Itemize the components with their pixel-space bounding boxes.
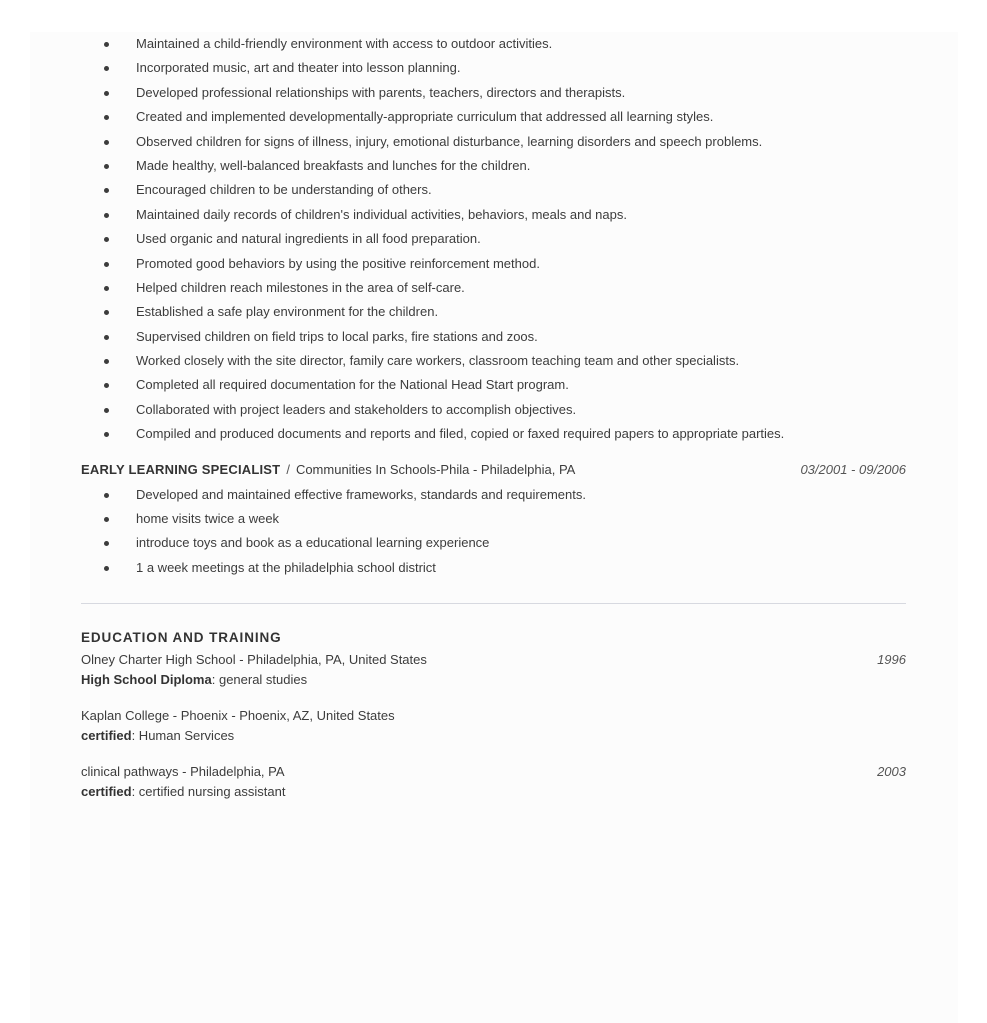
bullet-icon bbox=[104, 541, 109, 546]
job-header bbox=[81, 457, 906, 483]
education-degree-line bbox=[81, 726, 906, 746]
education-field: : certified nursing assistant bbox=[131, 784, 286, 800]
education-year: 1996 bbox=[877, 652, 906, 668]
job-dates: 03/2001 - 09/2006 bbox=[800, 461, 906, 477]
list-item: Established a safe play environment for the children. bbox=[81, 300, 906, 324]
education-field: : general studies bbox=[211, 672, 308, 688]
resume-content bbox=[81, 32, 906, 802]
bullet-icon bbox=[104, 383, 109, 388]
list-item: Used organic and natural ingredients in all food preparation. bbox=[81, 227, 906, 251]
bullet-icon bbox=[104, 164, 109, 169]
list-item: Maintained a child-friendly environment with access to outdoor activities. bbox=[81, 32, 906, 56]
bullet-icon bbox=[104, 408, 109, 413]
list-item: introduce toys and book as a educational learning experience bbox=[81, 531, 906, 555]
bullet-icon bbox=[104, 517, 109, 522]
bullet-icon bbox=[104, 566, 109, 571]
list-item: Created and implemented developmentally-appropriate curriculum that addressed all learning styles. bbox=[81, 105, 906, 129]
job-company: Communities In Schools-Phila - Philadelphia, PA bbox=[295, 461, 576, 477]
education-entry-header bbox=[81, 650, 906, 670]
resume-page bbox=[30, 32, 958, 1023]
education-year: 2003 bbox=[877, 764, 906, 780]
job-title: EARLY LEARNING SPECIALIST bbox=[81, 461, 281, 477]
education-section-title: EDUCATION AND TRAINING bbox=[81, 630, 282, 646]
education-entry bbox=[81, 650, 906, 690]
bullet-icon bbox=[104, 140, 109, 145]
section-divider bbox=[81, 603, 906, 604]
bullet-icon bbox=[104, 42, 109, 47]
education-school: Kaplan College - Phoenix - Phoenix, AZ, United States bbox=[81, 708, 395, 724]
list-item: 1 a week meetings at the philadelphia school district bbox=[81, 556, 906, 580]
list-item: Compiled and produced documents and reports and filed, copied or faxed required papers to appropriate parties. bbox=[81, 422, 906, 446]
list-item: Completed all required documentation for the National Head Start program. bbox=[81, 373, 906, 397]
job-separator: / bbox=[286, 461, 290, 477]
list-item: Promoted good behaviors by using the positive reinforcement method. bbox=[81, 252, 906, 276]
bullet-icon bbox=[104, 493, 109, 498]
list-item: Maintained daily records of children's individual activities, behaviors, meals and naps. bbox=[81, 203, 906, 227]
education-degree: High School Diploma bbox=[81, 672, 212, 688]
bullet-icon bbox=[104, 335, 109, 340]
education-degree-line bbox=[81, 782, 906, 802]
education-entry-header bbox=[81, 706, 906, 726]
list-item: Made healthy, well-balanced breakfasts and lunches for the children. bbox=[81, 154, 906, 178]
list-item: Observed children for signs of illness, injury, emotional disturbance, learning disorders and speech problems. bbox=[81, 130, 906, 154]
bullet-icon bbox=[104, 286, 109, 291]
list-item: Helped children reach milestones in the area of self-care. bbox=[81, 276, 906, 300]
bullet-icon bbox=[104, 432, 109, 437]
list-item: Supervised children on field trips to local parks, fire stations and zoos. bbox=[81, 325, 906, 349]
education-degree: certified bbox=[81, 784, 132, 800]
education-field: : Human Services bbox=[131, 728, 235, 744]
list-item: Collaborated with project leaders and stakeholders to accomplish objectives. bbox=[81, 398, 906, 422]
list-item: Developed and maintained effective frameworks, standards and requirements. bbox=[81, 483, 906, 507]
job-bullets bbox=[81, 483, 906, 581]
bullet-icon bbox=[104, 66, 109, 71]
education-entry bbox=[81, 706, 906, 746]
list-item: Incorporated music, art and theater into lesson planning. bbox=[81, 56, 906, 80]
list-item: Worked closely with the site director, family care workers, classroom teaching team and other specialists. bbox=[81, 349, 906, 373]
bullet-icon bbox=[104, 91, 109, 96]
job-title-line bbox=[81, 457, 575, 483]
bullet-icon bbox=[104, 115, 109, 120]
education-degree: certified bbox=[81, 728, 132, 744]
list-item: home visits twice a week bbox=[81, 507, 906, 531]
bullet-icon bbox=[104, 310, 109, 315]
list-item: Encouraged children to be understanding of others. bbox=[81, 178, 906, 202]
bullet-icon bbox=[104, 213, 109, 218]
education-school: Olney Charter High School - Philadelphia, PA, United States bbox=[81, 652, 427, 668]
bullet-icon bbox=[104, 237, 109, 242]
bullet-icon bbox=[104, 262, 109, 267]
education-degree-line bbox=[81, 670, 906, 690]
bullet-icon bbox=[104, 188, 109, 193]
education-entry-header bbox=[81, 762, 906, 782]
list-item: Developed professional relationships with parents, teachers, directors and therapists. bbox=[81, 81, 906, 105]
education-entry bbox=[81, 762, 906, 802]
previous-job-bullets bbox=[81, 32, 906, 447]
bullet-icon bbox=[104, 359, 109, 364]
education-school: clinical pathways - Philadelphia, PA bbox=[81, 764, 285, 780]
